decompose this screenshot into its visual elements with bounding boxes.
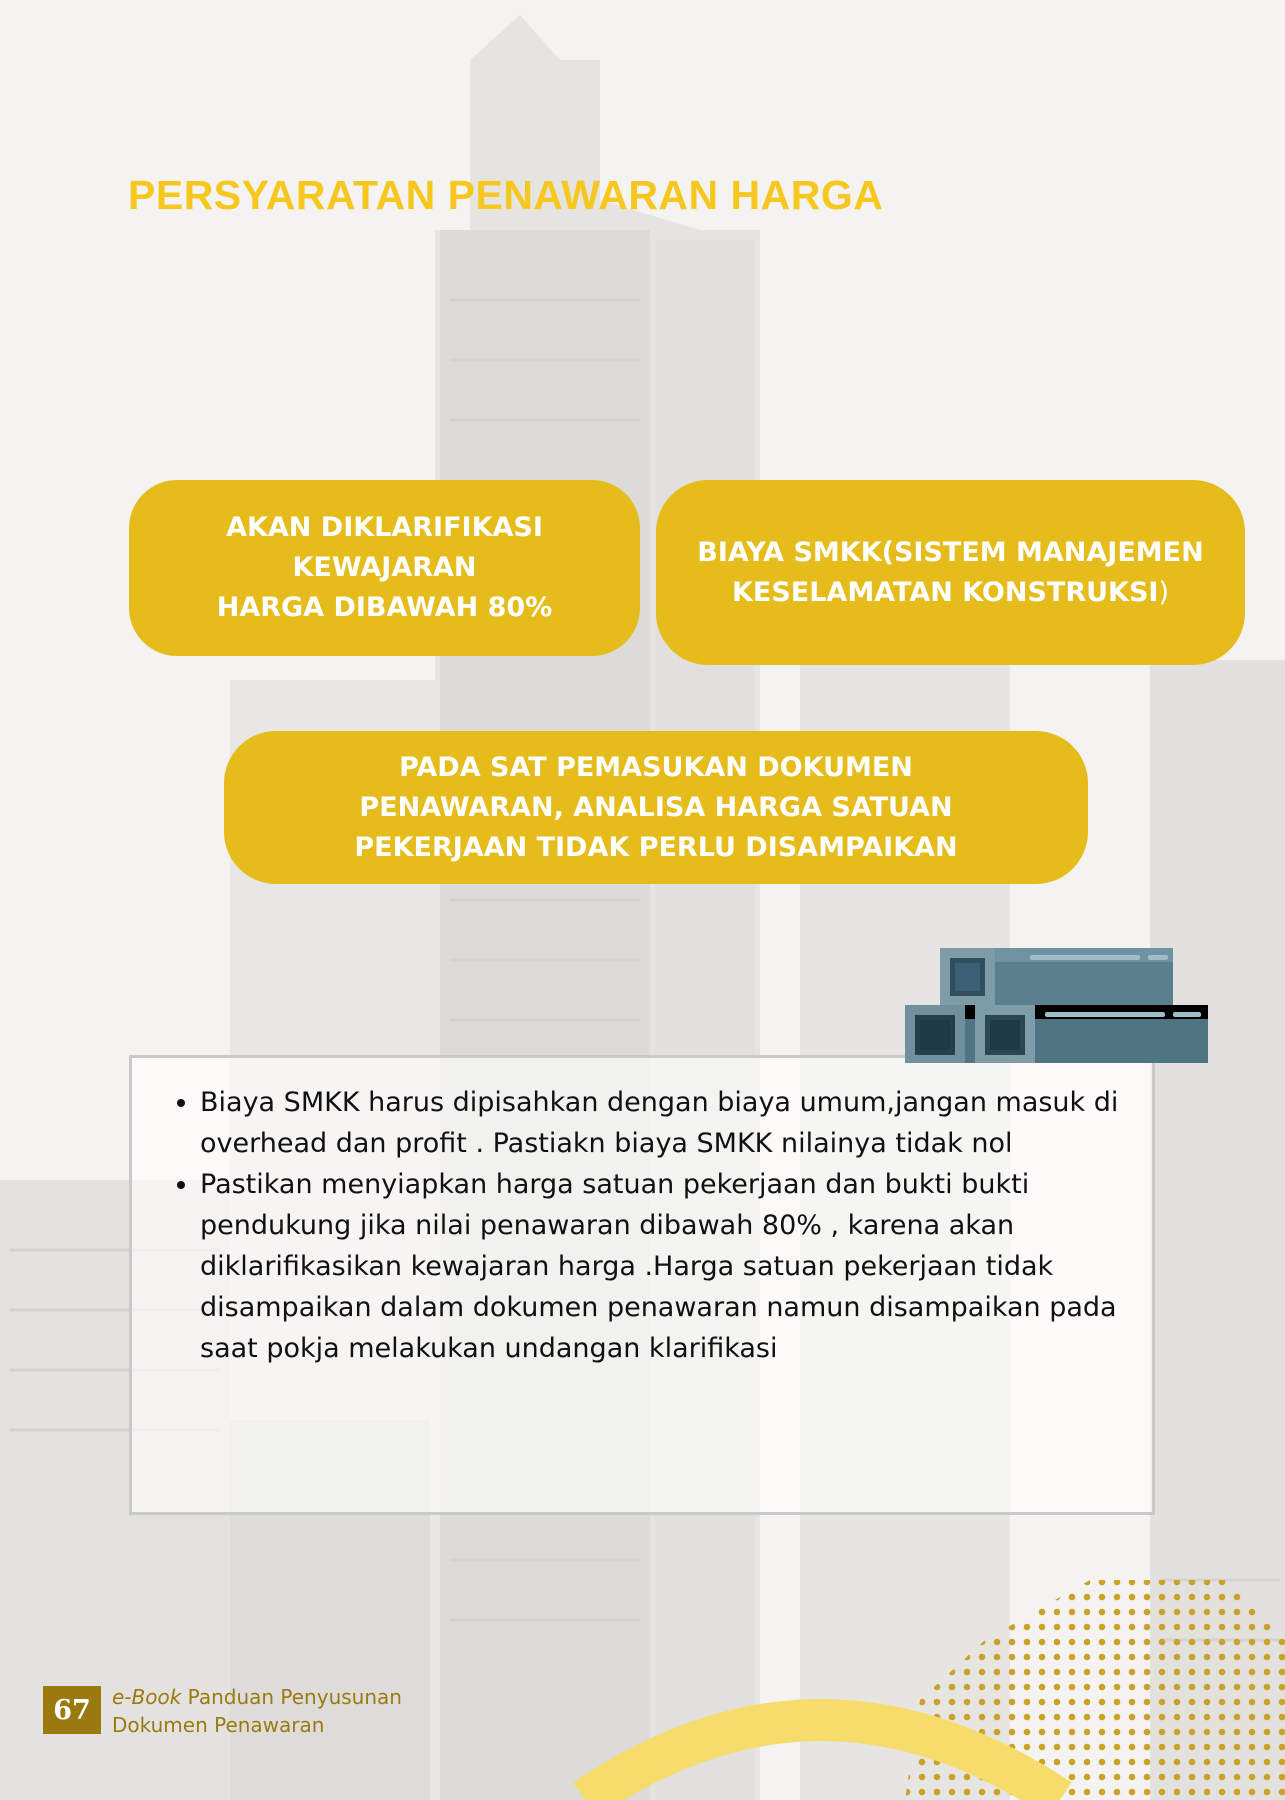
footer-ebook-label: e-Book: [112, 1685, 182, 1709]
page-number: 67: [43, 1686, 101, 1734]
smkk-pill-line-2-suffix: ): [1158, 576, 1170, 608]
smkk-pill-line-2-wrap: [697, 573, 1203, 613]
document-entry-pill-line-2: PENAWARAN, ANALISA HARGA SATUAN: [359, 791, 953, 823]
smkk-pill: [656, 480, 1245, 665]
clarification-pill: [129, 480, 640, 656]
notes-box: [129, 1055, 1155, 1515]
footer-line-2: Dokumen Penawaran: [112, 1713, 325, 1737]
note-item: • Biaya SMKK harus dipisahkan dengan biaya umum,jangan masuk di overhead dan profit . Pastiakn biaya SMKK nilainya tidak nol: [200, 1082, 1132, 1164]
smkk-pill-line-2: KESELAMATAN KONSTRUKSI: [731, 576, 1159, 608]
clarification-pill-line-1: AKAN DIKLARIFIKASI: [226, 512, 543, 543]
steel-beams-icon: [905, 945, 1210, 1065]
clarification-pill-line-3: HARGA DIBAWAH 80%: [216, 592, 553, 623]
smkk-pill-line-1: BIAYA SMKK(SISTEM MANAJEMEN: [697, 536, 1204, 568]
footer-line-1: [112, 1683, 402, 1711]
document-entry-pill-line-3: PEKERJAAN TIDAK PERLU DISAMPAIKAN: [354, 831, 958, 863]
document-entry-pill: [224, 731, 1088, 884]
footer-book-title: [112, 1683, 402, 1739]
note-item: • Pastikan menyiapkan harga satuan pekerjaan dan bukti bukti pendukung jika nilai penawaran dibawah 80% , karena akan diklarifikasikan kewajaran harga .Harga satuan pekerjaan tidak disampaikan dalam dokumen penawaran namun disampaikan pada saat pokja melakukan undangan klarifikasi: [200, 1164, 1132, 1369]
clarification-pill-line-2: KEWAJARAN: [292, 552, 477, 583]
document-entry-pill-line-1: PADA SAT PEMASUKAN DOKUMEN: [399, 751, 913, 783]
notes-list: [132, 1058, 1152, 1369]
page-title: PERSYARATAN PENAWARAN HARGA: [128, 172, 884, 218]
footer-title-rest: Panduan Penyusunan: [181, 1685, 402, 1709]
